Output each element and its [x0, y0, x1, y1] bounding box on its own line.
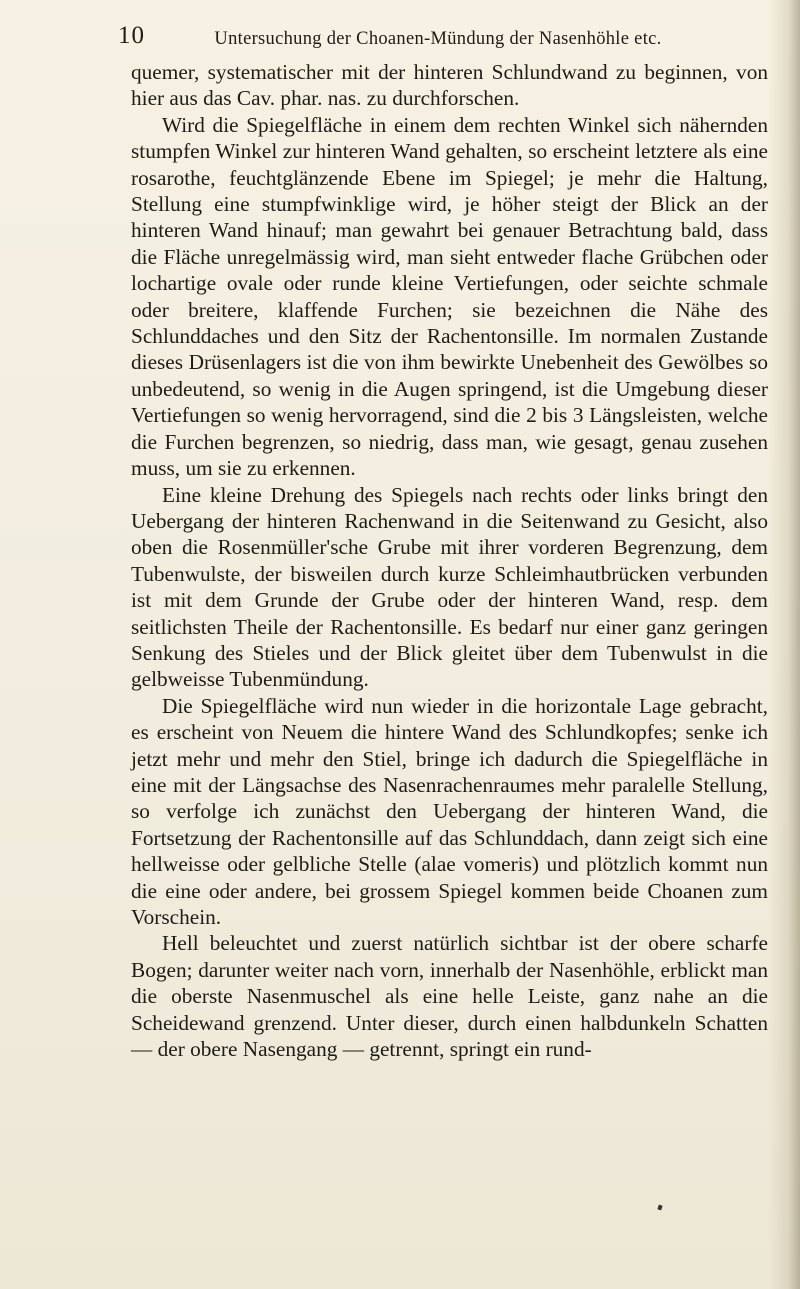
- page-header: [118, 22, 758, 52]
- paragraph: Wird die Spiegelfläche in einem dem rechten Winkel sich nähernden stumpfen Winkel zur hinteren Wand gehalten, so erscheint letztere als eine rosarothe, feuchtglänzende Ebene im Spiegel; je mehr die Haltung, Stellung eine stumpfwinklige wird, je höher steigt der Blick an der hinteren Wand hinauf; man gewahrt bei genauer Betrachtung bald, dass die Fläche unregelmässig wird, man sieht entweder flache Grübchen oder lochartige ovale oder runde kleine Vertiefungen, oder seichte schmale oder breitere, klaffende Furchen; sie bezeichnen die Nähe des Schlunddaches und den Sitz der Rachentonsille. Im normalen Zustande dieses Drüsenlagers ist die von ihm bewirkte Unebenheit des Gewölbes so unbedeutend, so wenig in die Augen springend, ist die Umgebung dieser Vertiefungen so wenig hervorragend, sind die 2 bis 3 Längsleisten, welche die Furchen begrenzen, so niedrig, dass man, wie gesagt, genau zusehen muss, um sie zu erkennen.: [131, 112, 768, 481]
- paragraph: Eine kleine Drehung des Spiegels nach rechts oder links bringt den Uebergang der hinteren Rachenwand in die Seitenwand zu Gesicht, also oben die Rosenmüller'sche Grube mit ihrer vorderen Begrenzung, dem Tubenwulste, der bisweilen durch kurze Schleimhautbrücken verbunden ist mit dem Grunde der Grube oder der hinteren Wand, resp. dem seitlichsten Theile der Rachentonsille. Es bedarf nur einer ganz geringen Senkung des Stieles und der Blick gleitet über dem Tubenwulst in die gelbweisse Tubenmündung.: [131, 482, 768, 692]
- running-head: Untersuchung der Choanen-Mündung der Nasenhöhle etc.: [214, 29, 662, 49]
- page-number: 10: [118, 22, 145, 49]
- paragraph: Die Spiegelfläche wird nun wieder in die horizontale Lage gebracht, es erscheint von Neuem die hintere Wand des Schlundkopfes; senke ich jetzt mehr und mehr den Stiel, bringe ich dadurch die Spiegelfläche in eine mit der Längsachse des Nasenrachenraumes mehr paralelle Stellung, so verfolge ich zunächst den Uebergang der hinteren Wand, die Fortsetzung der Rachentonsille auf das Schlunddach, dann zeigt sich eine hellweisse oder gelbliche Stelle (alae vomeris) und plötzlich kommt nun die eine oder andere, bei grossem Spiegel kommen beide Choanen zum Vorschein.: [131, 693, 768, 929]
- paragraph-continuation: quemer, systematischer mit der hinteren Schlundwand zu beginnen, von hier aus das Cav. phar. nas. zu durchforschen.: [131, 60, 768, 111]
- ink-speck: [657, 1204, 662, 1210]
- paragraph: Hell beleuchtet und zuerst natürlich sichtbar ist der obere scharfe Bogen; darunter weiter nach vorn, innerhalb der Nasenhöhle, erblickt man die oberste Nasenmuschel als eine helle Leiste, ganz nahe an die Scheidewand grenzend. Unter dieser, durch einen halbdunkeln Schatten — der obere Nasengang — getrennt, springt ein rund-: [131, 931, 768, 1062]
- body-text: [131, 59, 768, 1062]
